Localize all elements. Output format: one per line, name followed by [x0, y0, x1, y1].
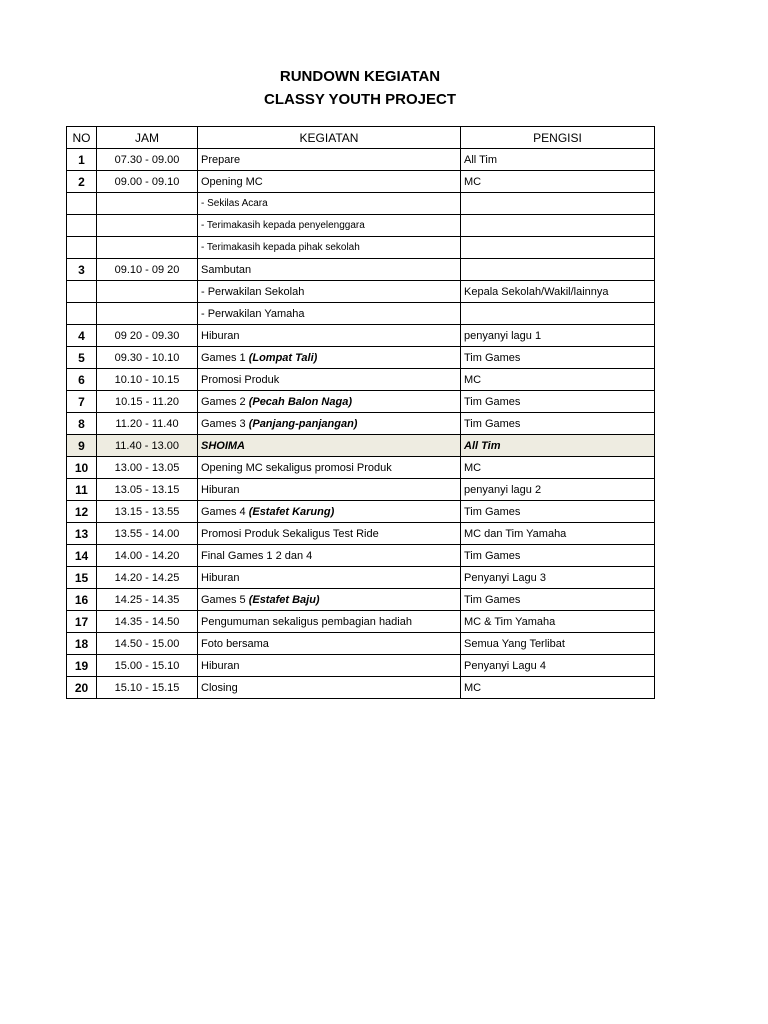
header-pengisi: PENGISI: [461, 127, 655, 149]
pengisi-text: All Tim: [464, 153, 497, 166]
table-row: [67, 457, 655, 479]
kegiatan-text: Opening MC: [201, 175, 263, 188]
row-pengisi: [461, 611, 655, 633]
kegiatan-text: Games 5: [201, 593, 249, 606]
row-pengisi: [461, 567, 655, 589]
table-row: [67, 303, 655, 325]
row-kegiatan: [198, 325, 461, 347]
table-row: [67, 545, 655, 567]
table-row: [67, 611, 655, 633]
table-row: [67, 435, 655, 457]
row-jam: 14.20 - 14.25: [97, 567, 198, 589]
row-no: 14: [67, 545, 97, 567]
table-row: [67, 149, 655, 171]
row-jam: 13.15 - 13.55: [97, 501, 198, 523]
pengisi-text: Tim Games: [464, 351, 521, 364]
pengisi-text: MC: [464, 461, 482, 474]
pengisi-text: MC: [464, 175, 482, 188]
row-jam: 09.00 - 09.10: [97, 171, 198, 193]
row-jam: 10.10 - 10.15: [97, 369, 198, 391]
table-row: [67, 237, 655, 259]
table-row: [67, 655, 655, 677]
table-row: [67, 347, 655, 369]
row-pengisi: [461, 325, 655, 347]
kegiatan-text: Pengumuman sekaligus pembagian hadiah: [201, 615, 412, 628]
table-header-row: [67, 127, 655, 149]
row-no: 3: [67, 259, 97, 281]
kegiatan-text: - Sekilas Acara: [201, 198, 268, 209]
document-title: RUNDOWN KEGIATAN: [279, 68, 441, 85]
row-jam: 09.10 - 09 20: [97, 259, 198, 281]
row-kegiatan: [198, 281, 461, 303]
row-no: 13: [67, 523, 97, 545]
pengisi-text: MC: [464, 373, 482, 386]
row-pengisi: [461, 259, 655, 281]
header-no: NO: [67, 127, 97, 149]
row-kegiatan: [198, 589, 461, 611]
row-pengisi: [461, 347, 655, 369]
row-jam: 15.10 - 15.15: [97, 677, 198, 699]
row-pengisi: [461, 391, 655, 413]
table-row: [67, 391, 655, 413]
row-no: 12: [67, 501, 97, 523]
kegiatan-text: Final Games 1 2 dan 4: [201, 549, 313, 562]
row-kegiatan: [198, 567, 461, 589]
row-no: 1: [67, 149, 97, 171]
row-jam: 09 20 - 09.30: [97, 325, 198, 347]
row-pengisi: [461, 633, 655, 655]
row-jam: 14.00 - 14.20: [97, 545, 198, 567]
row-kegiatan: [198, 611, 461, 633]
row-no: 17: [67, 611, 97, 633]
table-row: [67, 677, 655, 699]
kegiatan-text: - Perwakilan Sekolah: [201, 285, 305, 298]
row-kegiatan: [198, 501, 461, 523]
row-pengisi: [461, 589, 655, 611]
pengisi-text: MC dan Tim Yamaha: [464, 527, 567, 540]
row-no: 4: [67, 325, 97, 347]
pengisi-text: Penyanyi Lagu 3: [464, 571, 546, 584]
row-no: 19: [67, 655, 97, 677]
pengisi-text: Tim Games: [464, 549, 521, 562]
pengisi-text: All Tim: [464, 439, 501, 452]
pengisi-text: penyanyi lagu 1: [464, 329, 542, 342]
row-kegiatan: [198, 303, 461, 325]
kegiatan-text: Foto bersama: [201, 637, 269, 650]
pengisi-text: Tim Games: [464, 395, 521, 408]
table-row: [67, 259, 655, 281]
row-no: 2: [67, 171, 97, 193]
row-pengisi: [461, 237, 655, 259]
pengisi-text: MC & Tim Yamaha: [464, 615, 556, 628]
pengisi-text: Semua Yang Terlibat: [464, 637, 565, 650]
header-jam: JAM: [97, 127, 198, 149]
pengisi-text: MC: [464, 681, 482, 694]
row-no: 9: [67, 435, 97, 457]
table-row: [67, 633, 655, 655]
kegiatan-text: - Terimakasih kepada penyelenggara: [201, 220, 365, 231]
row-no: 18: [67, 633, 97, 655]
row-kegiatan: [198, 215, 461, 237]
table-row: [67, 501, 655, 523]
table-row: [67, 523, 655, 545]
row-jam: 15.00 - 15.10: [97, 655, 198, 677]
row-no: [67, 281, 97, 303]
row-kegiatan: [198, 347, 461, 369]
kegiatan-text: Hiburan: [201, 659, 240, 672]
row-jam: 11.40 - 13.00: [97, 435, 198, 457]
pengisi-text: penyanyi lagu 2: [464, 483, 542, 496]
row-no: 15: [67, 567, 97, 589]
kegiatan-text: Hiburan: [201, 329, 240, 342]
row-kegiatan: [198, 193, 461, 215]
row-pengisi: [461, 501, 655, 523]
row-pengisi: [461, 193, 655, 215]
row-kegiatan: [198, 677, 461, 699]
kegiatan-text: Games 3: [201, 417, 249, 430]
kegiatan-emphasis: (Pecah Balon Naga): [248, 395, 352, 408]
kegiatan-text: Hiburan: [201, 483, 240, 496]
table-row: [67, 589, 655, 611]
row-pengisi: [461, 215, 655, 237]
row-pengisi: [461, 655, 655, 677]
row-no: 6: [67, 369, 97, 391]
row-pengisi: [461, 545, 655, 567]
kegiatan-text: Games 2: [201, 395, 249, 408]
row-jam: 14.25 - 14.35: [97, 589, 198, 611]
row-pengisi: [461, 413, 655, 435]
row-no: [67, 215, 97, 237]
row-kegiatan: [198, 413, 461, 435]
kegiatan-emphasis: (Panjang-panjangan): [248, 417, 358, 430]
row-pengisi: [461, 677, 655, 699]
row-pengisi: [461, 479, 655, 501]
table-row: [67, 567, 655, 589]
row-no: 8: [67, 413, 97, 435]
kegiatan-emphasis: SHOIMA: [201, 439, 245, 452]
row-jam: 07.30 - 09.00: [97, 149, 198, 171]
table-row: [67, 413, 655, 435]
row-jam: [97, 281, 198, 303]
row-kegiatan: [198, 391, 461, 413]
row-kegiatan: [198, 149, 461, 171]
pengisi-text: Tim Games: [464, 593, 521, 606]
kegiatan-text: Sambutan: [201, 263, 252, 276]
kegiatan-text: Opening MC sekaligus promosi Produk: [201, 461, 392, 474]
rundown-table: [66, 126, 655, 699]
row-jam: 14.35 - 14.50: [97, 611, 198, 633]
kegiatan-text: Promosi Produk Sekaligus Test Ride: [201, 527, 379, 540]
row-no: [67, 193, 97, 215]
row-kegiatan: [198, 655, 461, 677]
row-pengisi: [461, 281, 655, 303]
row-no: 11: [67, 479, 97, 501]
row-jam: [97, 215, 198, 237]
table-row: [67, 193, 655, 215]
row-pengisi: [461, 369, 655, 391]
row-jam: [97, 237, 198, 259]
kegiatan-text: Prepare: [201, 153, 241, 166]
row-jam: 11.20 - 11.40: [97, 413, 198, 435]
kegiatan-text: Games 1: [201, 351, 249, 364]
kegiatan-text: - Terimakasih kepada pihak sekolah: [201, 242, 360, 253]
row-jam: 09.30 - 10.10: [97, 347, 198, 369]
row-pengisi: [461, 149, 655, 171]
row-kegiatan: [198, 237, 461, 259]
kegiatan-emphasis: (Lompat Tali): [248, 351, 318, 364]
document-subtitle: CLASSY YOUTH PROJECT: [264, 91, 456, 108]
kegiatan-text: - Perwakilan Yamaha: [201, 307, 305, 320]
row-pengisi: [461, 303, 655, 325]
row-pengisi: [461, 435, 655, 457]
row-kegiatan: [198, 545, 461, 567]
row-no: [67, 303, 97, 325]
pengisi-text: Kepala Sekolah/Wakil/lainnya: [464, 285, 609, 298]
row-jam: 10.15 - 11.20: [97, 391, 198, 413]
row-no: 10: [67, 457, 97, 479]
row-pengisi: [461, 457, 655, 479]
row-kegiatan: [198, 479, 461, 501]
row-no: 16: [67, 589, 97, 611]
row-kegiatan: [198, 523, 461, 545]
header-kegiatan: KEGIATAN: [198, 127, 461, 149]
row-kegiatan: [198, 171, 461, 193]
pengisi-text: Penyanyi Lagu 4: [464, 659, 546, 672]
kegiatan-text: Games 4: [201, 505, 249, 518]
row-no: 5: [67, 347, 97, 369]
row-kegiatan: [198, 369, 461, 391]
row-pengisi: [461, 171, 655, 193]
table-row: [67, 369, 655, 391]
pengisi-text: Tim Games: [464, 505, 521, 518]
pengisi-text: Tim Games: [464, 417, 521, 430]
row-kegiatan: [198, 259, 461, 281]
table-row: [67, 325, 655, 347]
row-kegiatan: [198, 457, 461, 479]
kegiatan-text: Hiburan: [201, 571, 240, 584]
row-pengisi: [461, 523, 655, 545]
table-row: [67, 281, 655, 303]
row-jam: [97, 193, 198, 215]
row-jam: 14.50 - 15.00: [97, 633, 198, 655]
kegiatan-text: Promosi Produk: [201, 373, 280, 386]
table-row: [67, 215, 655, 237]
kegiatan-text: Closing: [201, 681, 238, 694]
row-no: 20: [67, 677, 97, 699]
row-no: [67, 237, 97, 259]
row-kegiatan: [198, 435, 461, 457]
kegiatan-emphasis: (Estafet Baju): [248, 593, 320, 606]
row-no: 7: [67, 391, 97, 413]
table-row: [67, 171, 655, 193]
row-jam: 13.05 - 13.15: [97, 479, 198, 501]
row-jam: [97, 303, 198, 325]
kegiatan-emphasis: (Estafet Karung): [248, 505, 335, 518]
row-kegiatan: [198, 633, 461, 655]
row-jam: 13.00 - 13.05: [97, 457, 198, 479]
table-row: [67, 479, 655, 501]
row-jam: 13.55 - 14.00: [97, 523, 198, 545]
